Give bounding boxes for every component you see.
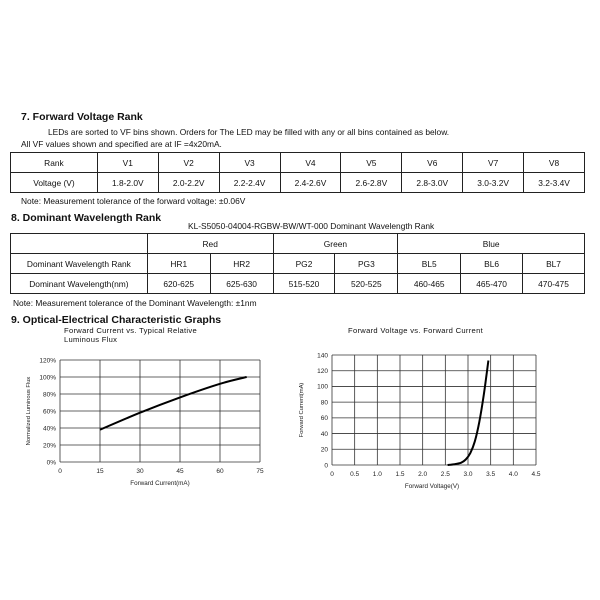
table-cell: [11, 234, 148, 254]
x-tick-label: 60: [216, 468, 224, 475]
section8-subtitle: KL-S5050-04004-RGBW-BW/WT-000 Dominant Wavelength Rank: [188, 221, 435, 231]
table-cell: 3.2-3.4V: [524, 173, 585, 193]
table-cell: 460-465: [398, 274, 461, 294]
x-tick-label: 0: [330, 471, 334, 478]
section8-tolerance-note: Note: Measurement tolerance of the Dominant Wavelength: ±1nm: [13, 298, 257, 308]
section7-note-sorting: LEDs are sorted to VF bins shown. Orders for The LED may be filled with any or all bins contained as below.: [48, 127, 450, 137]
x-tick-label: 1.5: [395, 471, 405, 478]
y-tick-label: 100: [317, 383, 328, 391]
table-cell: PG3: [335, 254, 398, 274]
table-cell: V6: [402, 153, 463, 173]
y-tick-label: 80%: [42, 391, 56, 399]
table-cell: 2.2-2.4V: [219, 173, 280, 193]
table-cell: 2.0-2.2V: [158, 173, 219, 193]
table-cell: Dominant Wavelength Rank: [11, 254, 148, 274]
table-cell: 470-475: [523, 274, 585, 294]
table-cell: BL5: [398, 254, 461, 274]
section9-title: 9. Optical-Electrical Characteristic Graphs: [11, 314, 222, 326]
x-tick-label: 2.0: [418, 471, 428, 478]
x-tick-label: 15: [96, 468, 104, 475]
table-cell: V5: [341, 153, 402, 173]
y-tick-label: 0: [324, 462, 328, 470]
x-tick-label: 4.0: [508, 471, 518, 478]
x-axis-label: Forward Voltage(V): [404, 483, 460, 490]
table-cell: 2.8-3.0V: [402, 173, 463, 193]
table-cell: Voltage (V): [11, 173, 98, 193]
table-cell: V2: [158, 153, 219, 173]
chart1-title-line1: Forward Current vs. Typical Relative: [64, 326, 198, 335]
x-tick-label: 30: [136, 468, 144, 475]
x-tick-label: 3.5: [486, 471, 496, 478]
y-tick-label: 40: [320, 430, 328, 438]
table-cell: 620-625: [147, 274, 210, 294]
voltage-rank-value-row: [11, 173, 585, 193]
y-tick-label: 120: [317, 368, 328, 376]
table-cell: V4: [280, 153, 341, 173]
table-cell: HR1: [147, 254, 210, 274]
table-cell: BL7: [523, 254, 585, 274]
y-tick-label: 140: [317, 352, 328, 360]
x-tick-label: 45: [176, 468, 184, 475]
y-tick-label: 20: [320, 446, 328, 454]
table-cell: PG2: [273, 254, 335, 274]
section7-note-conditions: All VF values shown and specified are at IF =4x20mA.: [21, 139, 222, 149]
y-tick-label: 60: [320, 415, 328, 423]
x-tick-label: 1.0: [372, 471, 382, 478]
wavelength-group-row: [11, 234, 585, 254]
table-cell: V3: [219, 153, 280, 173]
table-cell: 3.0-3.2V: [463, 173, 524, 193]
y-axis-label: Forward Current(mA): [299, 382, 305, 438]
y-axis-label: Normalized Luminous Flux: [26, 376, 32, 446]
table-cell: Rank: [11, 153, 98, 173]
table-cell: 515-520: [273, 274, 335, 294]
y-tick-label: 80: [320, 399, 328, 407]
series-line: [100, 377, 247, 430]
x-tick-label: 0: [58, 468, 62, 475]
table-cell: V1: [97, 153, 158, 173]
group-green: Green: [273, 234, 398, 254]
table-cell: V8: [524, 153, 585, 173]
table-cell: Dominant Wavelength(nm): [11, 274, 148, 294]
y-tick-label: 60%: [42, 408, 56, 416]
table-cell: BL6: [461, 254, 523, 274]
section7-title: 7. Forward Voltage Rank: [21, 111, 143, 123]
table-cell: V7: [463, 153, 524, 173]
group-red: Red: [147, 234, 273, 254]
luminous-flux-chart: [26, 357, 264, 487]
x-tick-label: 75: [256, 468, 264, 475]
chart2-title: Forward Voltage vs. Forward Current: [348, 326, 483, 335]
table-cell: 1.8-2.0V: [97, 173, 158, 193]
table-cell: 2.6-2.8V: [341, 173, 402, 193]
voltage-rank-header-row: [11, 153, 585, 173]
y-tick-label: 40%: [42, 425, 56, 433]
chart1-title-line2: Luminous Flux: [64, 335, 118, 344]
x-tick-label: 4.5: [531, 471, 541, 478]
group-blue: Blue: [398, 234, 585, 254]
charts-canvas: [0, 340, 600, 500]
x-tick-label: 0.5: [350, 471, 360, 478]
table-cell: 465-470: [461, 274, 523, 294]
voltage-rank-table: [10, 152, 585, 193]
table-cell: 625-630: [210, 274, 273, 294]
wavelength-value-row: [11, 274, 585, 294]
y-tick-label: 100%: [39, 374, 56, 382]
section8-title: 8. Dominant Wavelength Rank: [11, 212, 162, 224]
y-tick-label: 0%: [46, 459, 56, 467]
table-cell: 2.4-2.6V: [280, 173, 341, 193]
y-tick-label: 120%: [39, 357, 56, 365]
x-axis-label: Forward Current(mA): [130, 480, 190, 487]
y-tick-label: 20%: [42, 442, 56, 450]
table-cell: 520-525: [335, 274, 398, 294]
x-tick-label: 3.0: [463, 471, 473, 478]
x-tick-label: 2.5: [440, 471, 450, 478]
table-cell: HR2: [210, 254, 273, 274]
section7-tolerance-note: Note: Measurement tolerance of the forward voltage: ±0.06V: [21, 196, 246, 206]
wavelength-rank-table: [10, 233, 585, 294]
wavelength-rank-row: [11, 254, 585, 274]
forward-current-chart: [299, 352, 541, 490]
